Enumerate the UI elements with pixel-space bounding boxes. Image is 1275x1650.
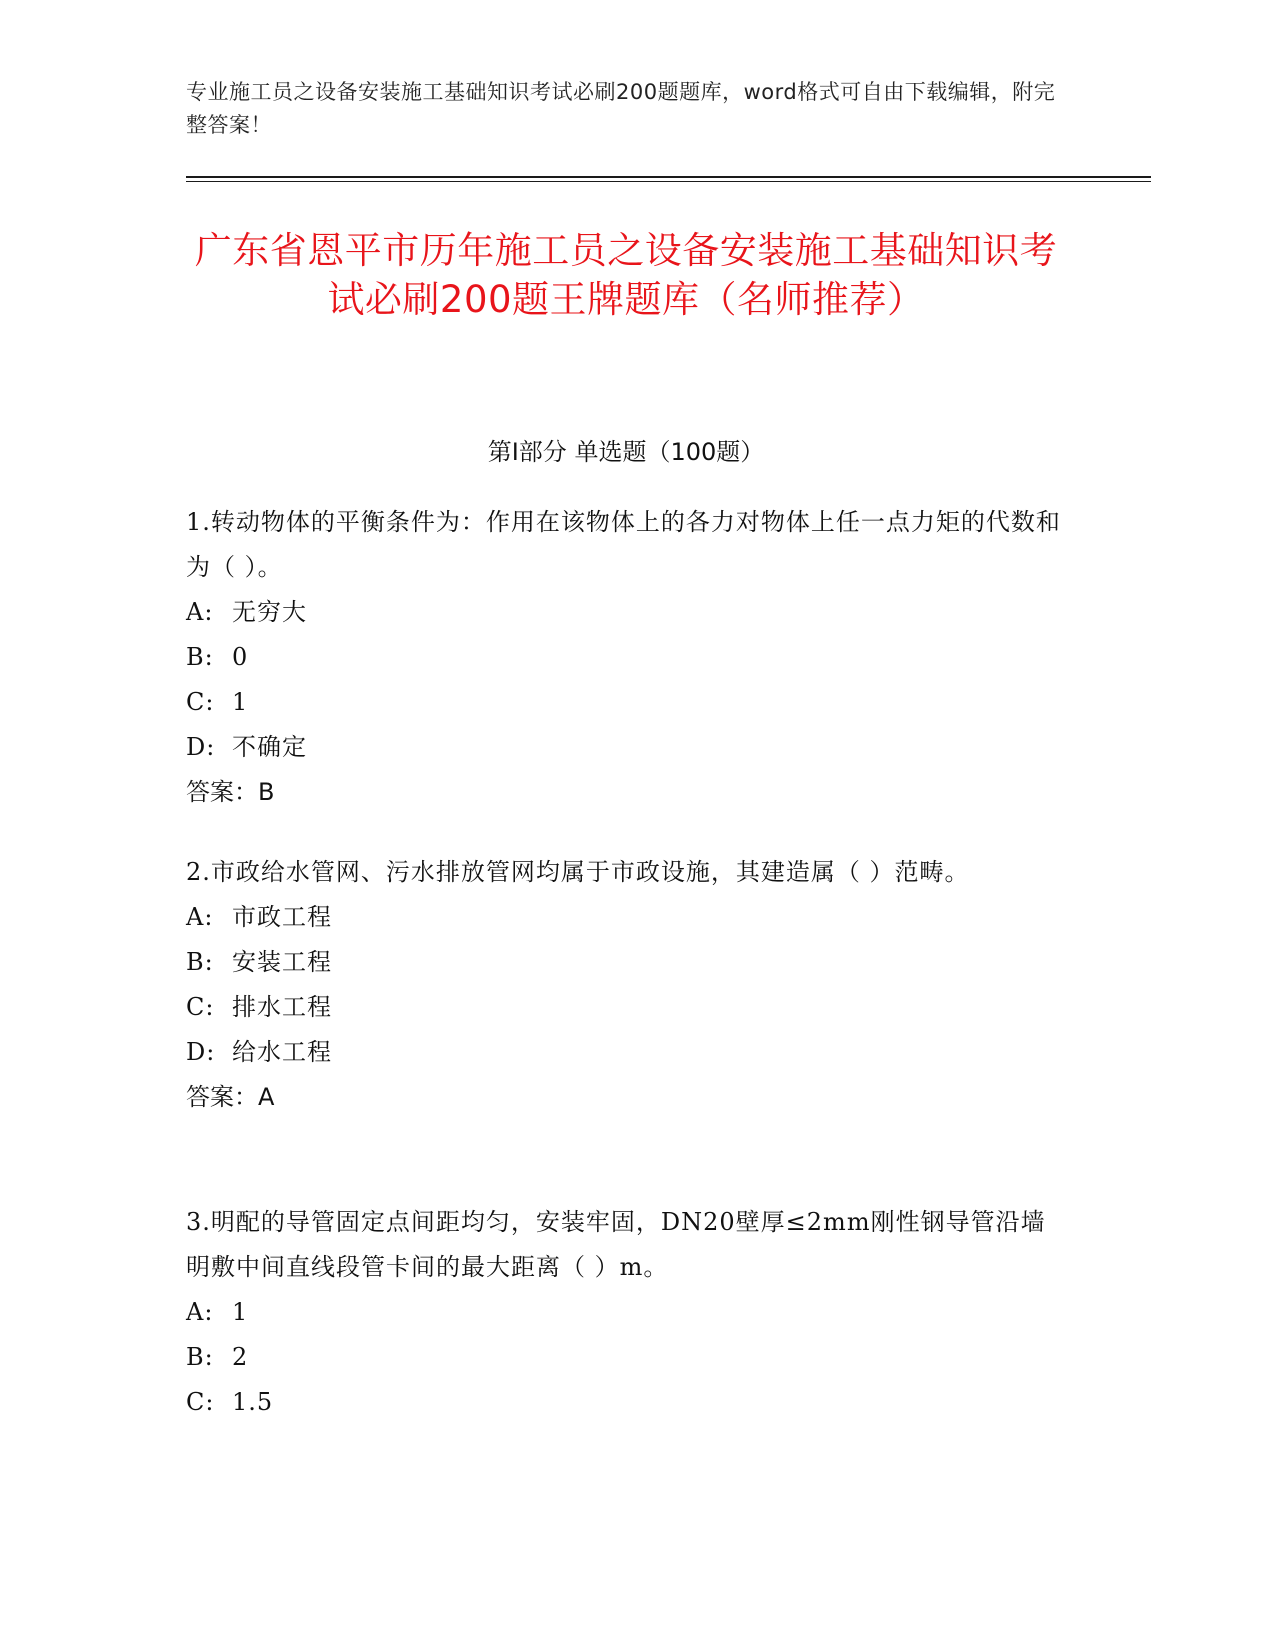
- option-a: [186, 1290, 1066, 1335]
- option-text: 1.5: [232, 1388, 274, 1416]
- option-c: [186, 985, 1066, 1030]
- option-text: 排水工程: [232, 993, 332, 1021]
- option-text: 2: [232, 1343, 249, 1371]
- option-b: [186, 635, 1066, 680]
- header-divider-thin: [186, 181, 1151, 182]
- option-letter: A:: [186, 1298, 214, 1326]
- option-text: 无穷大: [232, 598, 307, 626]
- option-text: 1: [232, 688, 249, 716]
- option-letter: B:: [186, 948, 214, 976]
- option-b: [186, 940, 1066, 985]
- option-d: [186, 1030, 1066, 1075]
- option-c: [186, 1380, 1066, 1425]
- option-text: 0: [232, 643, 249, 671]
- answer: 答案：B: [186, 778, 275, 806]
- question-stem: 3.明配的导管固定点间距均匀，安装牢固，DN20壁厚≤2mm刚性钢导管沿墙明敷中间直线段管卡间的最大距离（ ）m。: [186, 1208, 1046, 1281]
- option-letter: D:: [186, 1038, 216, 1066]
- option-letter: B:: [186, 1343, 214, 1371]
- option-letter: A:: [186, 903, 214, 931]
- option-letter: A:: [186, 598, 214, 626]
- option-text: 市政工程: [232, 903, 332, 931]
- option-a: [186, 590, 1066, 635]
- option-letter: C:: [186, 1388, 215, 1416]
- option-text: 安装工程: [232, 948, 332, 976]
- option-letter: D:: [186, 733, 216, 761]
- option-text: 1: [232, 1298, 249, 1326]
- header-divider-thick: [186, 176, 1151, 178]
- question-stem: 2.市政给水管网、污水排放管网均属于市政设施，其建造属（ ）范畴。: [186, 858, 970, 886]
- question-3: [186, 1200, 1066, 1425]
- answer: 答案：A: [186, 1083, 275, 1111]
- section-title: 第Ⅰ部分 单选题（100题）: [487, 438, 765, 466]
- option-a: [186, 895, 1066, 940]
- option-text: 给水工程: [232, 1038, 332, 1066]
- header-note: 专业施工员之设备安装施工基础知识考试必刷200题题库，word格式可自由下载编辑，附完整答案！: [186, 80, 1056, 137]
- question-stem: 1.转动物体的平衡条件为：作用在该物体上的各力对物体上任一点力矩的代数和为（ ）。: [186, 508, 1061, 581]
- option-letter: C:: [186, 688, 215, 716]
- document-title: 广东省恩平市历年施工员之设备安装施工基础知识考试必刷200题王牌题库（名师推荐）: [194, 229, 1058, 321]
- option-c: [186, 680, 1066, 725]
- option-letter: B:: [186, 643, 214, 671]
- option-d: [186, 725, 1066, 770]
- question-1: [186, 500, 1066, 815]
- option-letter: C:: [186, 993, 215, 1021]
- question-2: [186, 850, 1066, 1120]
- option-text: 不确定: [232, 733, 307, 761]
- option-b: [186, 1335, 1066, 1380]
